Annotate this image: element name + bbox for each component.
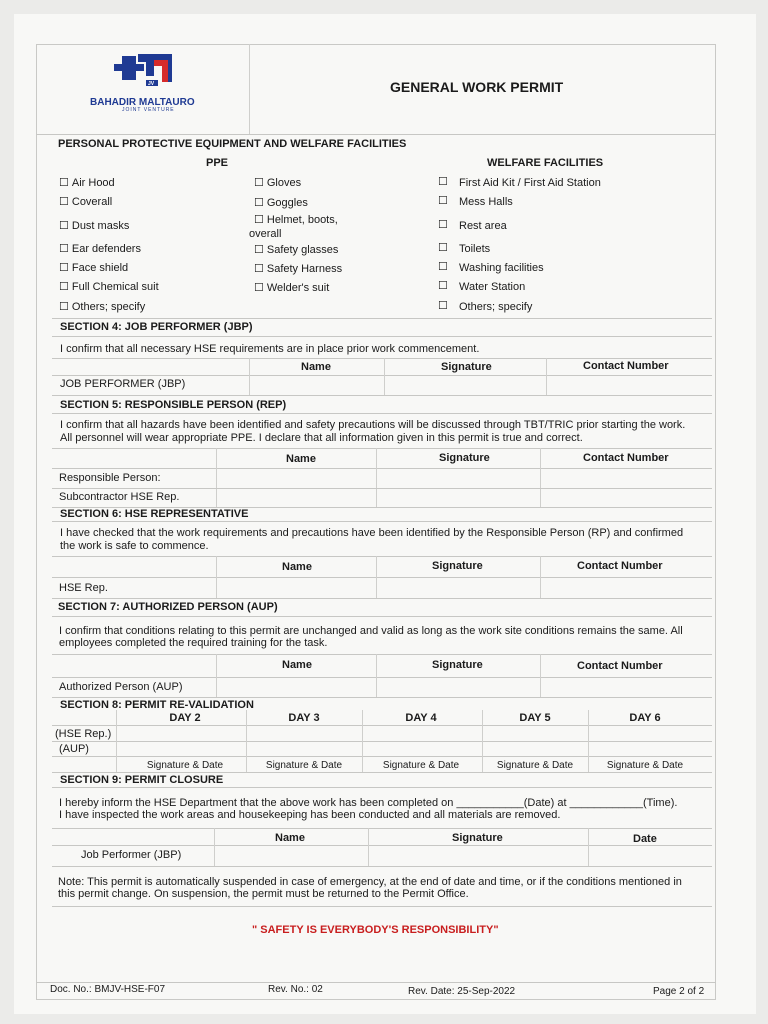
checkbox-icon[interactable]: ☐ [254,177,264,189]
ppe-item-label: Safety glasses [266,244,339,256]
section9-col-signature: Signature [452,832,503,844]
ppe-item-label: Full Chemical suit [71,281,159,293]
ppe-helmet-cont: overall [249,228,282,240]
ppe-item[interactable] [59,262,128,275]
ppe-item-label: Safety Harness [266,263,343,275]
section4-statement: I confirm that all necessary HSE requirements are in place prior work commencement. [60,343,480,355]
ppe-item[interactable] [59,177,115,190]
section9-statement-2: I have inspected the work areas and housekeeping has been conducted and all materials are removed. [59,809,561,821]
ppe-item-label: Dust masks [71,220,130,232]
ppe-item[interactable] [59,243,141,256]
welfare-item-label: Mess Halls [459,196,513,208]
ppe-heading: PERSONAL PROTECTIVE EQUIPMENT AND WELFARE FACILITIES [58,138,407,150]
signature-date-label: Signature & Date [606,760,684,771]
checkbox-icon[interactable]: ☐ [59,262,69,274]
section8-heading: SECTION 8: PERMIT RE-VALIDATION [60,699,254,711]
section7-col-signature: Signature [432,659,483,671]
section6-col-contact: Contact Number [577,560,663,572]
signature-date-label: Signature & Date [146,760,224,771]
welfare-item-label: Water Station [459,281,526,293]
section5-col-contact: Contact Number [583,452,669,464]
section9-col-name: Name [275,832,305,844]
ppe-item[interactable] [254,197,308,210]
checkbox-icon[interactable]: ☐ [438,300,448,312]
ppe-item-label: Gloves [266,177,302,189]
revalidation-day-header: DAY 3 [288,712,320,724]
section5-statement-1: I confirm that all hazards have been identified and safety precautions will be discussed through TBT/TRIC prior starting the work. [60,419,686,431]
company-tagline: JOINT VENTURE [122,107,175,113]
ppe-label: PPE [206,157,229,169]
revalidation-day-header: DAY 6 [629,712,661,724]
ppe-item-label: Face shield [71,262,129,274]
ppe-item[interactable] [59,196,112,209]
section4-row-label: JOB PERFORMER (JBP) [60,378,186,390]
checkbox-icon[interactable]: ☐ [59,220,69,232]
section7-statement-1: I confirm that conditions relating to this permit are unchanged and valid as long as the work site conditions remains the same. All [59,625,683,637]
welfare-item-label: Others; specify [459,301,533,313]
welfare-item-label: First Aid Kit / First Aid Station [459,177,601,189]
section5-statement-2: All personnel will wear appropriate PPE. I declare that all information given in this permit is true and correct. [60,432,583,444]
checkbox-icon[interactable]: ☐ [59,177,69,189]
ppe-item-label: Coverall [71,196,113,208]
ppe-item[interactable] [254,263,342,276]
section5-row-1: Responsible Person: [59,472,161,484]
svg-text:JV: JV [148,81,155,87]
checkbox-icon[interactable]: ☐ [438,280,448,292]
company-name: BAHADIR MALTAURO [90,97,195,108]
checkbox-icon[interactable]: ☐ [254,244,264,256]
checkbox-icon[interactable]: ☐ [438,242,448,254]
welfare-item-label: Washing facilities [459,262,544,274]
ppe-item-label: Air Hood [71,177,115,189]
welfare-item-label: Rest area [459,220,507,232]
checkbox-icon[interactable]: ☐ [438,195,448,207]
revalidation-day-header: DAY 2 [169,712,201,724]
revalidation-day-header: DAY 5 [519,712,551,724]
section4-col-contact: Contact Number [583,360,669,372]
section5-row-2: Subcontractor HSE Rep. [59,491,180,503]
section7-heading: SECTION 7: AUTHORIZED PERSON (AUP) [58,601,278,613]
company-logo [84,50,214,114]
ppe-item-label: Helmet, boots, [266,214,338,226]
section4-col-name: Name [301,361,331,373]
welfare-label: WELFARE FACILITIES [487,157,604,169]
ppe-item[interactable] [254,282,329,295]
welfare-item-label: Toilets [459,243,491,255]
note-line-1: Note: This permit is automatically suspended in case of emergency, at the end of date and time, or if the conditions mentioned in [58,876,682,888]
section6-statement-1: I have checked that the work requirements and precautions have been identified by the Responsible Person (RP) and confirmed [60,527,684,539]
checkbox-icon[interactable]: ☐ [254,263,264,275]
section6-row-label: HSE Rep. [59,582,108,594]
checkbox-icon[interactable]: ☐ [254,214,264,226]
ppe-item[interactable] [59,220,129,233]
ppe-item[interactable] [254,244,338,257]
checkbox-icon[interactable]: ☐ [59,281,69,293]
safety-slogan: " SAFETY IS EVERYBODY'S RESPONSIBILITY" [252,924,499,936]
checkbox-icon[interactable]: ☐ [438,176,448,188]
checkbox-icon[interactable]: ☐ [438,219,448,231]
checkbox-icon[interactable]: ☐ [59,196,69,208]
note-line-2: this permit change. On suspension, the permit must be returned to the Permit Office. [58,888,469,900]
section7-col-contact: Contact Number [577,660,663,672]
ppe-item[interactable] [254,214,338,227]
ppe-item-label: Ear defenders [71,243,141,255]
section9-statement-1: I hereby inform the HSE Department that the above work has been completed on ___________(Date) at ____________(Time). [59,797,678,809]
signature-date-label: Signature & Date [265,760,343,771]
revalidation-day-header: DAY 4 [405,712,437,724]
section9-heading: SECTION 9: PERMIT CLOSURE [60,774,224,786]
section5-heading: SECTION 5: RESPONSIBLE PERSON (REP) [60,399,287,411]
ppe-item[interactable] [59,281,159,294]
page-title: GENERAL WORK PERMIT [390,79,564,95]
section6-col-signature: Signature [432,560,483,572]
section7-col-name: Name [282,659,312,671]
section7-statement-2: employees completed the required training for the task. [59,637,328,649]
section6-col-name: Name [282,561,312,573]
section4-heading: SECTION 4: JOB PERFORMER (JBP) [60,321,253,333]
ppe-item-label: Goggles [266,197,308,209]
checkbox-icon[interactable]: ☐ [59,243,69,255]
section5-col-signature: Signature [439,452,490,464]
section9-col-date: Date [633,833,657,845]
signature-date-label: Signature & Date [496,760,574,771]
footer-rev-no: Rev. No.: 02 [268,984,323,995]
section8-row-aup: (AUP) [59,743,89,755]
ppe-item-label: Others; specify [71,301,146,313]
section6-heading: SECTION 6: HSE REPRESENTATIVE [60,508,249,520]
footer-doc-no: Doc. No.: BMJV-HSE-F07 [50,984,166,995]
checkbox-icon[interactable]: ☐ [438,261,448,273]
section6-statement-2: the work is safe to commence. [60,540,209,552]
section7-row-label: Authorized Person (AUP) [59,681,183,693]
section4-col-signature: Signature [441,361,492,373]
signature-date-label: Signature & Date [382,760,460,771]
checkbox-icon[interactable]: ☐ [254,282,264,294]
checkbox-icon[interactable]: ☐ [254,197,264,209]
footer-page: Page 2 of 2 [653,986,705,997]
footer-rev-date: Rev. Date: 25-Sep-2022 [408,986,516,997]
ppe-item-label: Welder's suit [266,282,330,294]
ppe-item[interactable] [59,301,145,314]
ppe-item[interactable] [254,177,301,190]
section8-row-hse: (HSE Rep.) [55,728,112,740]
section5-col-name: Name [286,453,316,465]
section9-row-label: Job Performer (JBP) [81,849,182,861]
checkbox-icon[interactable]: ☐ [59,301,69,313]
